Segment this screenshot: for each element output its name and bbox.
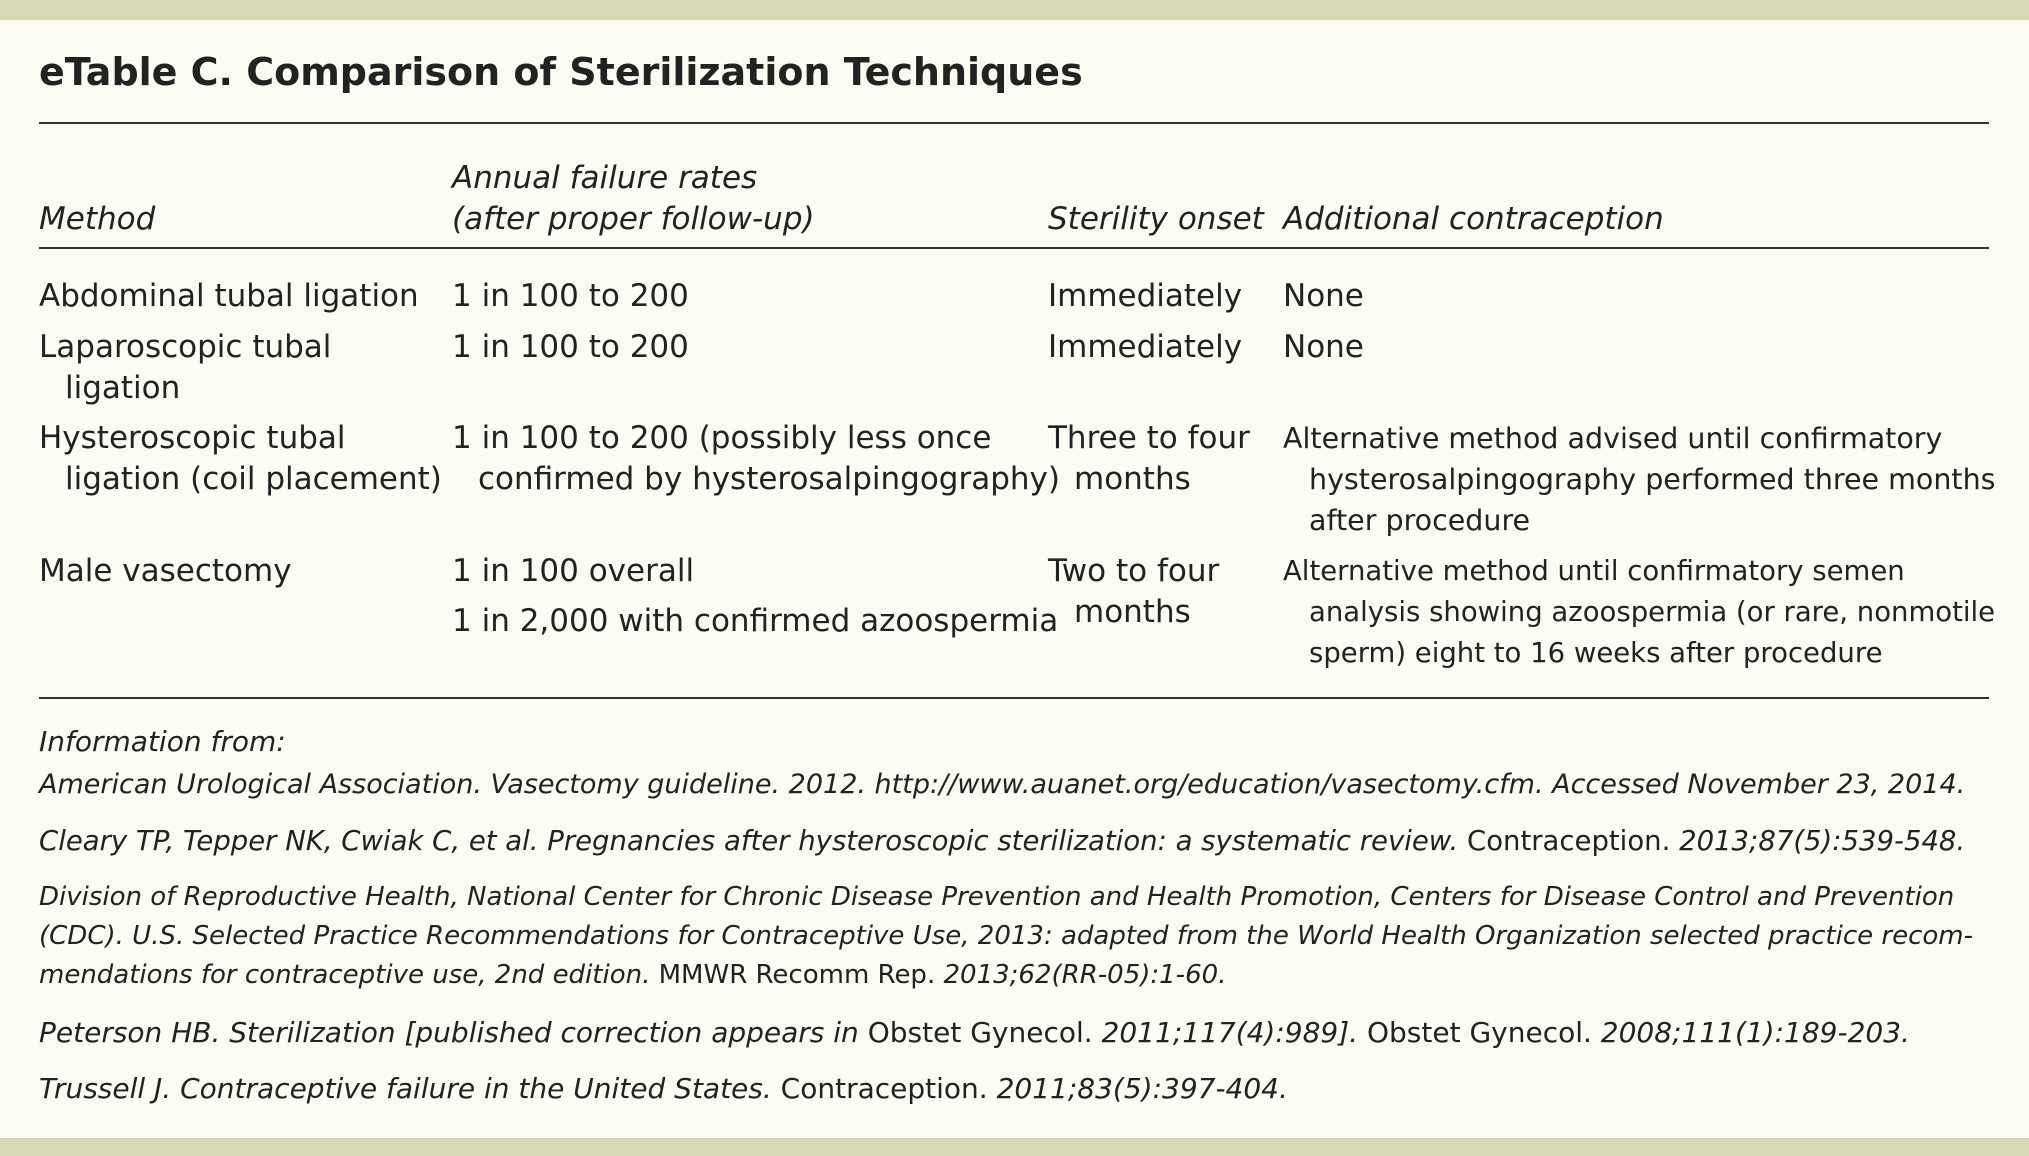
header-failure (452, 158, 815, 240)
row4-onset-line2: months (1074, 594, 1191, 630)
ref2-text: Cleary TP, Tepper NK, Cwiak C, et al. Pregnancies after hysteroscopic sterilization: a systematic review. (39, 825, 1459, 857)
header-rule (39, 247, 1989, 249)
row2-method (39, 327, 331, 409)
row2-additional: None (1283, 329, 1364, 365)
ref4-journal-2: Obstet Gynecol. (1358, 1016, 1592, 1049)
top-band (0, 0, 2029, 20)
row4-failure-line2: 1 in 2,000 with confirmed azoospermia (452, 603, 1059, 639)
row2-onset: Immediately (1048, 329, 1243, 365)
footnote-intro: Information from: (39, 725, 286, 758)
ref5-text: Trussell J. Contraceptive failure in the United States. (39, 1072, 772, 1105)
header-failure-line2: (after proper follow-up) (452, 201, 815, 237)
row3-failure-line2: confirmed by hysterosalpingography) (478, 461, 1060, 497)
ref4-correction: 2011;117(4):989]. (1092, 1016, 1359, 1049)
row3-additional (1283, 418, 1995, 541)
footnote-ref2 (39, 822, 1989, 861)
ref5-journal: Contraception. (771, 1072, 988, 1105)
row4-method: Male vasectomy (39, 553, 292, 589)
row1-onset: Immediately (1048, 278, 1243, 314)
header-method: Method (39, 201, 156, 237)
ref2-journal: Contraception. (1458, 825, 1671, 857)
footnote-ref1: American Urological Association. Vasectomy guideline. 2012. http://www.auanet.org/education/vasectomy.cfm. Accessed November 23, 2014. (39, 769, 1966, 800)
row4-onset-line1: Two to four (1048, 553, 1220, 589)
row4-failure-line1: 1 in 100 overall (452, 553, 695, 589)
header-onset: Sterility onset (1048, 201, 1264, 237)
title-rule (39, 122, 1989, 124)
ref3-citation: 2013;62(RR-05):1-60. (935, 960, 1227, 990)
row1-additional: None (1283, 278, 1364, 314)
ref4-citation: 2008;111(1):189-203. (1591, 1016, 1910, 1049)
ref5-citation: 2011;83(5):397-404. (987, 1072, 1288, 1105)
row3-failure-line1: 1 in 100 to 200 (possibly less once (452, 420, 992, 456)
ref2-citation: 2013;87(5):539-548. (1670, 825, 1966, 857)
bottom-band (0, 1138, 2029, 1156)
row4-onset (1048, 551, 1219, 633)
ref3-line3-text: mendations for contraceptive use, 2nd edition. (39, 960, 651, 990)
row3-method (39, 418, 442, 500)
row3-failure (452, 418, 1060, 500)
header-additional: Additional contraception (1283, 201, 1664, 237)
table-title: eTable C. Comparison of Sterilization Techniques (39, 50, 1083, 94)
ref3-journal: MMWR Recomm Rep. (650, 960, 936, 990)
row3-additional-line2: hysterosalpingography performed three months (1309, 463, 1996, 496)
footnote-ref4 (39, 1013, 1989, 1052)
row2-method-line1: Laparoscopic tubal (39, 329, 332, 365)
row3-additional-line1: Alternative method advised until confirmatory (1283, 422, 1943, 455)
table-bottom-rule (39, 697, 1989, 699)
row3-additional-line3: after procedure (1309, 504, 1531, 537)
row4-additional-line3: sperm) eight to 16 weeks after procedure (1309, 637, 1883, 669)
ref3-line3 (39, 956, 1989, 995)
ref3-line2: (CDC). U.S. Selected Practice Recommendations for Contraceptive Use, 2013: adapted from the World Health Organization selected practice recom- (39, 921, 1973, 951)
row1-failure: 1 in 100 to 200 (452, 278, 689, 314)
row4-additional-line2: analysis showing azoospermia (or rare, nonmotile (1309, 596, 1996, 628)
row3-method-line1: Hysteroscopic tubal (39, 420, 346, 456)
header-failure-line1: Annual failure rates (452, 160, 758, 196)
row2-failure: 1 in 100 to 200 (452, 329, 689, 365)
row4-additional-line1: Alternative method until confirmatory semen (1283, 555, 1905, 587)
ref4-journal-1: Obstet Gynecol. (858, 1016, 1093, 1049)
row3-method-line2: ligation (coil placement) (65, 461, 442, 497)
row3-onset-line1: Three to four (1048, 420, 1250, 456)
ref3-line1: Division of Reproductive Health, National Center for Chronic Disease Prevention and Health Promotion, Centers for Disease Control and Prevention (39, 882, 1955, 912)
ref4-text: Peterson HB. Sterilization [published correction appears in (39, 1016, 859, 1049)
row2-method-line2: ligation (65, 370, 181, 406)
footnote-ref3 (39, 878, 1989, 995)
row3-onset (1048, 418, 1250, 500)
row1-method: Abdominal tubal ligation (39, 278, 419, 314)
footnote-ref5 (39, 1069, 1989, 1108)
row3-onset-line2: months (1074, 461, 1191, 497)
row4-additional (1283, 551, 1995, 674)
